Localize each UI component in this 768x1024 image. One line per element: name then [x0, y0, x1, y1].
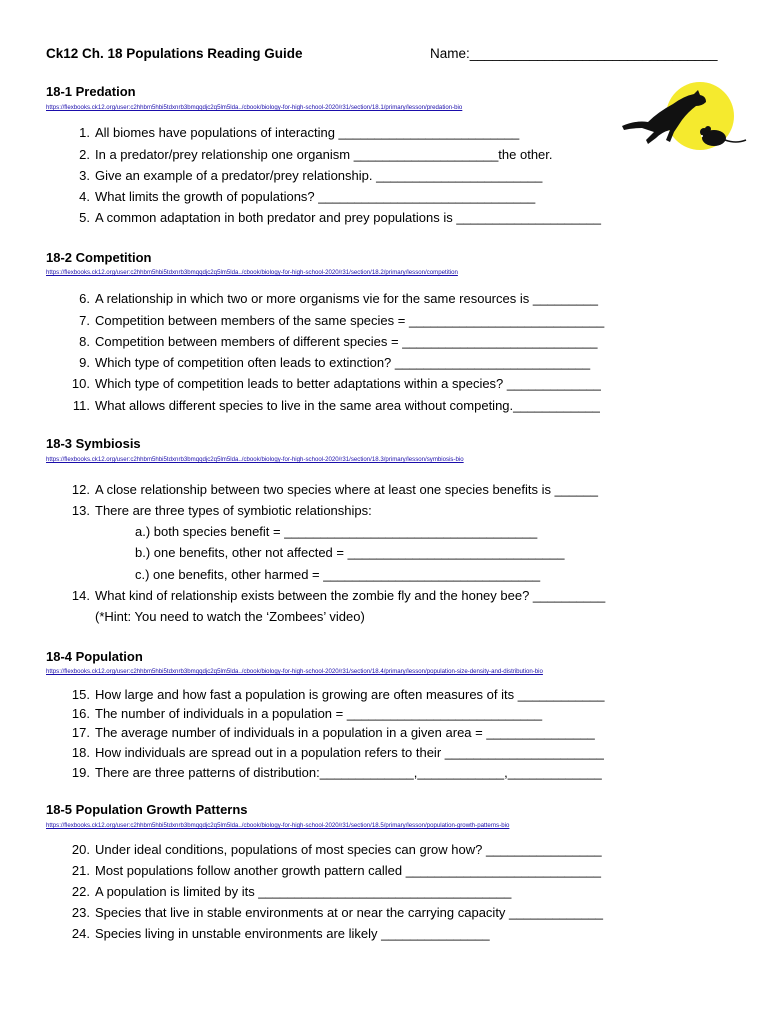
question-text: Competition between members of the same species = ___________________________ [95, 313, 605, 328]
question-number: 6. [79, 291, 90, 306]
name-field-label[interactable]: Name:_________________________________ [430, 46, 718, 61]
question-text: What limits the growth of populations? ______________________________ [95, 189, 536, 204]
question-text: How large and how fast a population is growing are often measures of its ____________ [95, 687, 605, 702]
question-text: Competition between members of different species = ___________________________ [95, 334, 598, 349]
question [66, 706, 542, 721]
question-text: The number of individuals in a population = ___________________________ [95, 706, 543, 721]
question [66, 503, 372, 518]
question [66, 482, 598, 497]
question [66, 168, 542, 183]
question-text: All biomes have populations of interacting _________________________ [95, 125, 520, 140]
question-number: 23. [71, 905, 90, 920]
question [66, 313, 604, 328]
question-number: 12. [71, 482, 90, 497]
question-text: What allows different species to live in the same area without competing.____________ [95, 398, 600, 413]
question-number: 8. [79, 334, 90, 349]
question-text: A common adaptation in both predator and prey populations is ____________________ [95, 210, 601, 225]
symbiosis-subitem: c.) one benefits, other harmed = ______________________________ [135, 567, 541, 582]
question [66, 745, 604, 760]
question-text: A close relationship between two species where at least one species benefits is ______ [95, 482, 598, 497]
question-text: Species that live in stable environments at or near the carrying capacity _____________ [95, 905, 604, 920]
section-link[interactable]: https://flexbooks.ck12.org/user:c2hhbm5hbi5tdxnrb3bmqqdjc2q5lm5lda../cbook/biology-for-high-school-2020/r31/section/18.5/primary/lesson/population-growth-patterns-bio [46, 822, 510, 829]
question-text: Most populations follow another growth pattern called ___________________________ [95, 863, 601, 878]
question [66, 842, 602, 857]
question [66, 210, 601, 225]
question-text: There are three types of symbiotic relationships: [95, 503, 372, 518]
question-text: Which type of competition leads to better adaptations within a species? _____________ [95, 376, 601, 391]
question [66, 125, 519, 140]
section-link[interactable]: https://flexbooks.ck12.org/user:c2hhbm5hbi5tdxnrb3bmqqdjc2q5lm5lda../cbook/biology-for-high-school-2020/r31/section/18.2/primary/lesson/competition [46, 269, 458, 276]
question-text: Which type of competition often leads to extinction? ___________________________ [95, 355, 591, 370]
question-number: 22. [71, 884, 90, 899]
question-text: A population is limited by its ___________________________________ [95, 884, 512, 899]
question-number: 1. [79, 125, 90, 140]
question [66, 863, 601, 878]
section-heading: 18-5 Population Growth Patterns [46, 802, 248, 817]
symbiosis-subitem: a.) both species benefit = ___________________________________ [135, 524, 538, 539]
question-number: 24. [71, 926, 90, 941]
section-link[interactable]: https://flexbooks.ck12.org/user:c2hhbm5hbi5tdxnrb3bmqqdjc2q5lm5lda../cbook/biology-for-high-school-2020/r31/section/18.1/primary/lesson/predation-bio [46, 104, 463, 111]
question-number: 17. [71, 725, 90, 740]
question-text: How individuals are spread out in a population refers to their ______________________ [95, 745, 604, 760]
section-heading: 18-3 Symbiosis [46, 436, 141, 451]
question [66, 725, 595, 740]
section-link[interactable]: https://flexbooks.ck12.org/user:c2hhbm5hbi5tdxnrb3bmqqdjc2q5lm5lda../cbook/biology-for-high-school-2020/r31/section/18.3/primary/lesson/symbiosis-bio [46, 456, 464, 463]
question [66, 884, 511, 899]
question-number: 2. [79, 147, 90, 162]
question-number: 13. [71, 503, 90, 518]
question-number: 10. [71, 376, 90, 391]
question-text: Give an example of a predator/prey relationship. _______________________ [95, 168, 543, 183]
question-text: Species living in unstable environments are likely _______________ [95, 926, 490, 941]
question-text: A relationship in which two or more organisms vie for the same resources is _________ [95, 291, 598, 306]
question-number: 21. [71, 863, 90, 878]
question-number: 4. [79, 189, 90, 204]
question-number: 5. [79, 210, 90, 225]
question-number: 3. [79, 168, 90, 183]
symbiosis-subitem: b.) one benefits, other not affected = ______________________________ [135, 545, 565, 560]
question [66, 905, 603, 920]
question [66, 926, 490, 941]
question-number: 14. [71, 588, 90, 603]
question-text: The average number of individuals in a population in a given area = _______________ [95, 725, 595, 740]
question-number: 18. [71, 745, 90, 760]
question-text: Under ideal conditions, populations of most species can grow how? ________________ [95, 842, 602, 857]
question-number: 9. [79, 355, 90, 370]
section-heading: 18-1 Predation [46, 84, 136, 99]
page-title: Ck12 Ch. 18 Populations Reading Guide [46, 46, 303, 61]
question-text: There are three patterns of distribution:_____________,____________,_____________ [95, 765, 602, 780]
section-heading: 18-4 Population [46, 649, 143, 664]
question [66, 355, 590, 370]
question [66, 687, 605, 702]
question [66, 334, 597, 349]
question [66, 291, 598, 306]
question-number: 11. [72, 398, 90, 413]
question [66, 398, 600, 413]
question-text: In a predator/prey relationship one organism ____________________the other. [95, 147, 553, 162]
section-link[interactable]: https://flexbooks.ck12.org/user:c2hhbm5hbi5tdxnrb3bmqqdjc2q5lm5lda../cbook/biology-for-high-school-2020/r31/section/18.4/primary/lesson/population-size-density-and-distribution-bio [46, 668, 543, 675]
question-number: 16. [71, 706, 90, 721]
question-number: 19. [71, 765, 90, 780]
question-text: What kind of relationship exists between the zombie fly and the honey bee? __________ [95, 588, 606, 603]
question [66, 588, 605, 603]
question-number: 15. [71, 687, 90, 702]
question-number: 7. [79, 313, 90, 328]
cat-and-mouse-moon-icon [618, 82, 750, 162]
question [66, 189, 535, 204]
section-heading: 18-2 Competition [46, 250, 152, 265]
hint-text: (*Hint: You need to watch the ‘Zombees’ video) [95, 609, 365, 624]
question [66, 376, 601, 391]
question [66, 147, 553, 162]
question-number: 20. [71, 842, 90, 857]
question [66, 765, 602, 780]
